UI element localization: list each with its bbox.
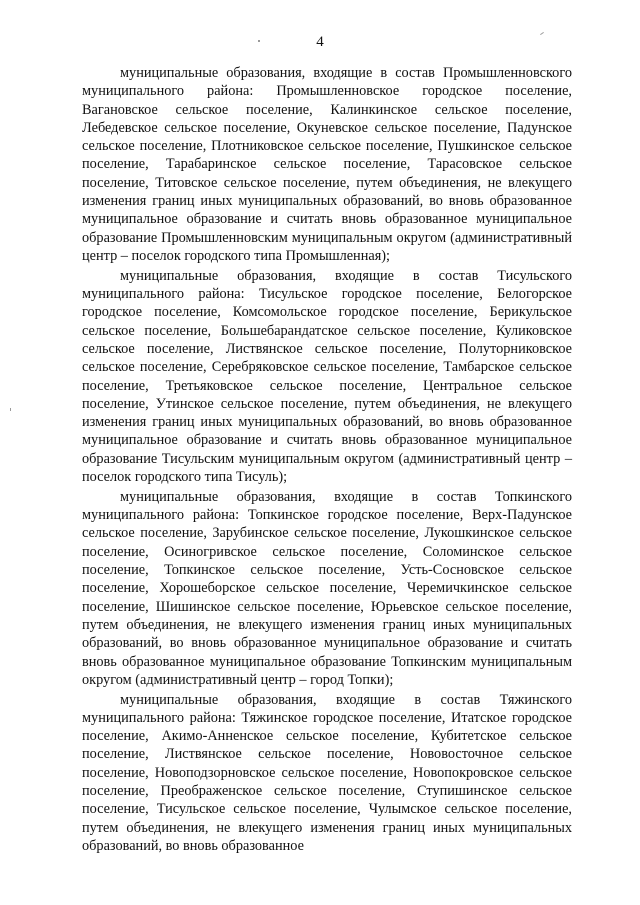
page-number: 4 xyxy=(316,34,324,50)
scan-speck xyxy=(10,408,11,411)
paragraph-tyazhinsky: муниципальные образования, входящие в состав Тяжинского муниципального района: Тяжинское городское поселение, Итатское городское поселение, Акимо-Анненское сельское поселение, Кубитетское сельское поселение, Листвянское сельское поселение, Нововосточное сельское поселение, Новоподзорновское сельское поселение, Новопокровское сельское поселение, Преображенское сельское поселение, Ступишинское сельское поселение, Тисульское сельское поселение, Чулымское сельское поселение, путем объединения, не влекущего изменения границ иных муниципальных образований, во вновь образованное xyxy=(82,691,572,854)
document-body xyxy=(82,64,572,857)
paragraph-promyshlennovsky: муниципальные образования, входящие в состав Промышленновского муниципального района: Промышленновское городское поселение, Вагановское сельское поселение, Калинкинское сельское поселение, Лебедевское сельское поселение, Окуневское сельское поселение, Падунское сельское поселение, Плотниковское сельское поселение, Пушкинское сельское поселение, Тарабаринское сельское поселение, Тарасовское сельское поселение, Титовское сельское поселение, путем объединения, не влекущего изменения границ иных муниципальных образований, во вновь образованное муниципальное образование и считать вновь образованное муниципальное образование Промышленновским муниципальным округом (административный центр – поселок городского типа Промышленная); xyxy=(82,65,572,264)
paragraph-tisulsky: муниципальные образования, входящие в состав Тисульского муниципального района: Тисульское городское поселение, Белогорское городское поселение, Комсомольское городское поселение, Берикульское сельское поселение, Большебарандатское сельское поселение, Куликовское сельское поселение, Листвянское сельское поселение, Полуторниковское сельское поселение, Серебряковское сельское поселение, Тамбарское сельское поселение, Третьяковское сельское поселение, Центральное сельское поселение, Утинское сельское поселение, путем объединения, не влекущего изменения границ иных муниципальных образований, во вновь образованное муниципальное образование и считать вновь образованное муниципальное образование Тисульским муниципальным округом (административный центр – поселок городского типа Тисуль); xyxy=(82,267,572,486)
scan-speck xyxy=(258,40,260,42)
paragraph-topkinsky: муниципальные образования, входящие в состав Топкинского муниципального района: Топкинское городское поселение, Верх-Падунское сельское поселение, Зарубинское сельское поселение, Лукошкинское сельское поселение, Осиногривское сельское поселение, Соломинское сельское поселение, Топкинское сельское поселение, Усть-Сосновское сельское поселение, Хорошеборское сельское поселение, Черемичкинское сельское поселение, Шишинское сельское поселение, Юрьевское сельское поселение, путем объединения, не влекущего изменения границ иных муниципальных образований, во вновь образованное муниципальное образование и считать вновь образованное муниципальное образование Топкинским муниципальным округом (административный центр – город Топки); xyxy=(82,488,572,688)
